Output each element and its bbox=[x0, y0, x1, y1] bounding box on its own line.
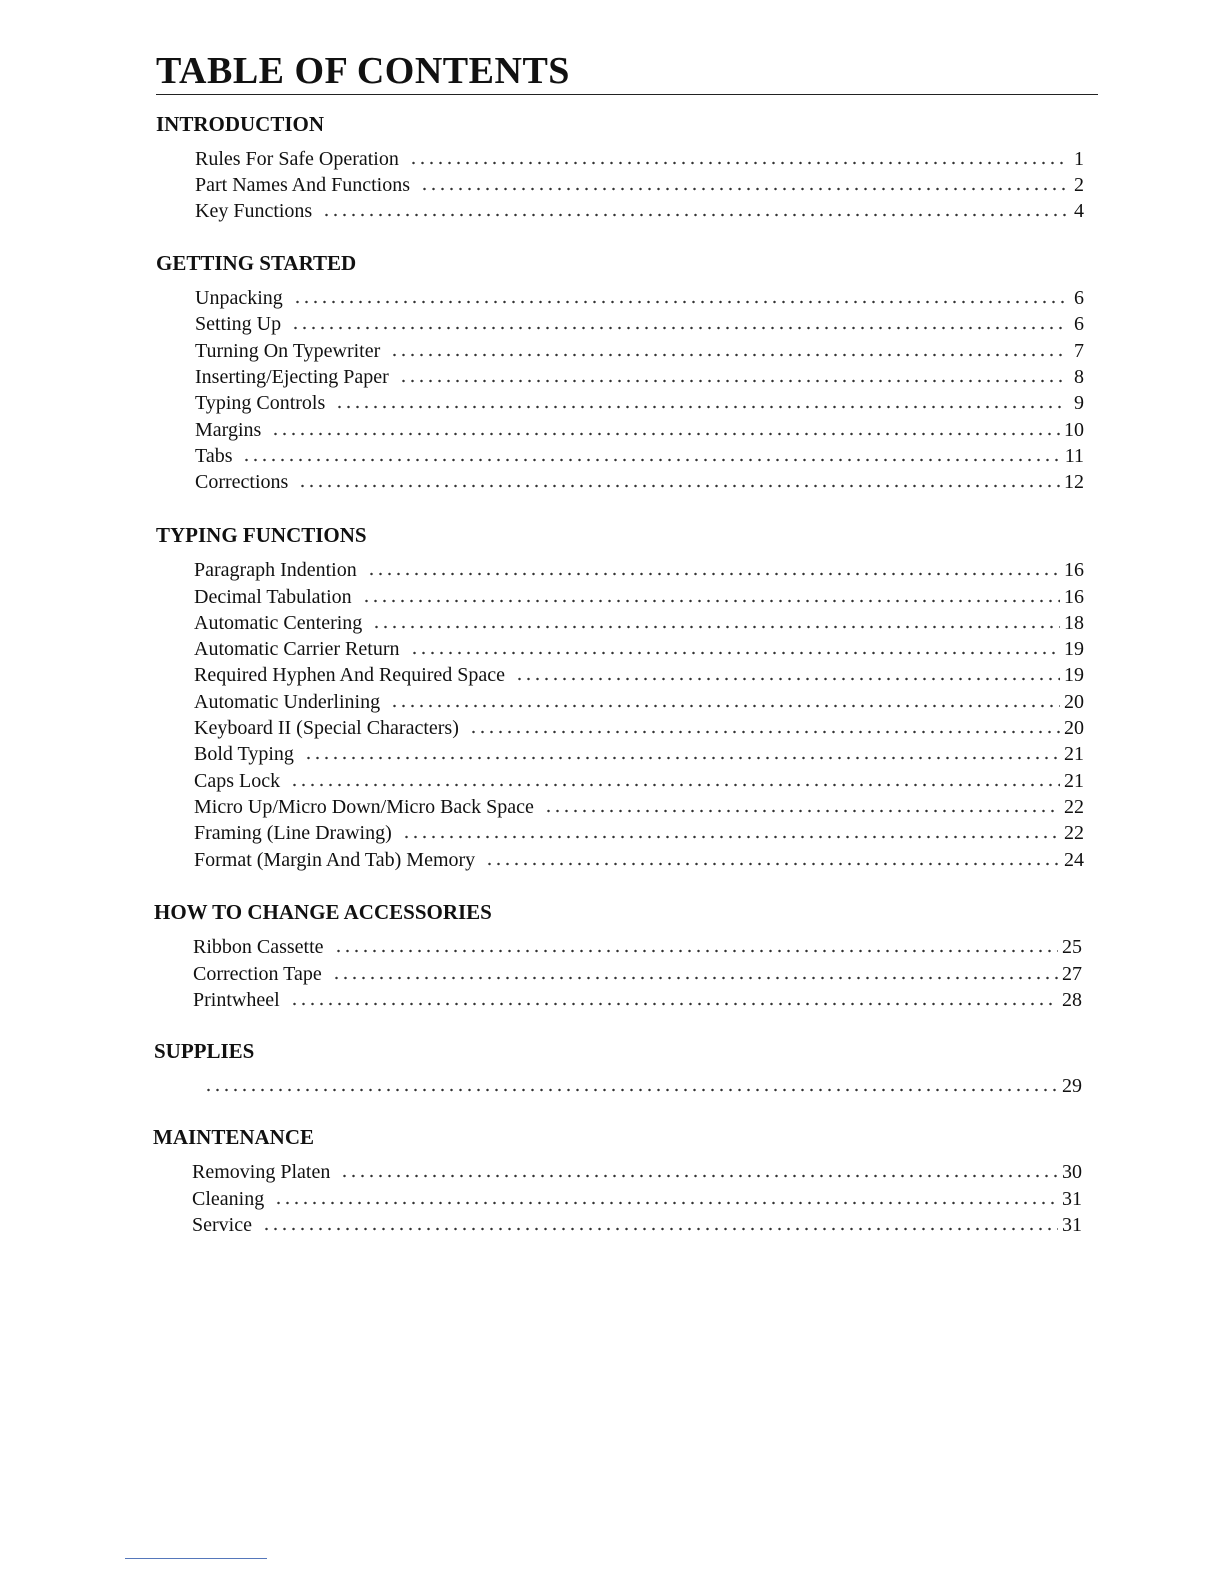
toc-entry[interactable] bbox=[195, 364, 1084, 390]
dot-leader bbox=[420, 186, 1066, 192]
toc-entry-label: Margins bbox=[195, 419, 262, 441]
toc-entry-label: Automatic Centering bbox=[194, 612, 363, 634]
section-heading: TYPING FUNCTIONS bbox=[156, 523, 367, 547]
toc-entry-page-number: 2 bbox=[1074, 174, 1084, 196]
toc-entry[interactable] bbox=[193, 987, 1082, 1013]
dot-leader bbox=[410, 650, 1061, 656]
dot-leader bbox=[290, 1001, 1058, 1007]
toc-entry[interactable] bbox=[194, 662, 1084, 688]
toc-entry-page-number: 1 bbox=[1074, 148, 1084, 170]
section-heading: INTRODUCTION bbox=[156, 112, 325, 136]
toc-entry[interactable] bbox=[195, 443, 1084, 469]
toc-entry[interactable] bbox=[194, 794, 1084, 820]
toc-entry-label: Key Functions bbox=[195, 200, 313, 222]
toc-entry-page-number: 6 bbox=[1074, 313, 1084, 335]
toc-entry[interactable] bbox=[194, 689, 1084, 715]
toc-entry-page-number: 4 bbox=[1074, 200, 1084, 222]
dot-leader bbox=[291, 325, 1066, 331]
toc-entry-label: Keyboard II (Special Characters) bbox=[194, 717, 459, 739]
dot-leader bbox=[334, 948, 1058, 954]
toc-entry[interactable] bbox=[193, 961, 1082, 987]
dot-leader bbox=[298, 483, 1060, 489]
toc-entry-label: Caps Lock bbox=[194, 770, 281, 792]
dot-leader bbox=[390, 703, 1060, 709]
toc-entry[interactable] bbox=[195, 172, 1084, 198]
dot-leader bbox=[204, 1087, 1058, 1093]
toc-entry-page-number: 11 bbox=[1064, 445, 1084, 467]
toc-entry-label: Typing Controls bbox=[195, 392, 326, 414]
toc-entry-page-number: 12 bbox=[1064, 471, 1084, 493]
toc-entry[interactable] bbox=[192, 1186, 1082, 1212]
toc-entry[interactable] bbox=[193, 934, 1082, 960]
toc-entry[interactable] bbox=[195, 285, 1084, 311]
toc-entry[interactable] bbox=[195, 146, 1084, 172]
dot-leader bbox=[271, 431, 1060, 437]
toc-entry-label: Micro Up/Micro Down/Micro Back Space bbox=[194, 796, 534, 818]
title-rule bbox=[156, 94, 1098, 95]
toc-entry-page-number: 25 bbox=[1062, 936, 1082, 958]
toc-entry-label: Inserting/Ejecting Paper bbox=[195, 366, 389, 388]
toc-entry-page-number: 10 bbox=[1064, 419, 1084, 441]
dot-leader bbox=[485, 861, 1060, 867]
toc-entry[interactable] bbox=[195, 469, 1084, 495]
toc-entry-page-number: 6 bbox=[1074, 287, 1084, 309]
toc-entry-page-number: 9 bbox=[1074, 392, 1084, 414]
section-heading: GETTING STARTED bbox=[156, 251, 357, 275]
dot-leader bbox=[544, 808, 1060, 814]
toc-entry-label: Required Hyphen And Required Space bbox=[194, 664, 506, 686]
page-title: TABLE OF CONTENTS bbox=[156, 50, 570, 92]
toc-entry-label: Unpacking bbox=[195, 287, 283, 309]
toc-entry-label: Service bbox=[192, 1214, 252, 1236]
toc-entry-label: Setting Up bbox=[195, 313, 282, 335]
toc-entry[interactable] bbox=[194, 557, 1084, 583]
toc-entry-label: Corrections bbox=[195, 471, 289, 493]
dot-leader bbox=[362, 598, 1060, 604]
toc-entry[interactable] bbox=[194, 715, 1084, 741]
toc-entry-label: Format (Margin And Tab) Memory bbox=[194, 849, 476, 871]
toc-entry-page-number: 22 bbox=[1064, 822, 1084, 844]
dot-leader bbox=[367, 571, 1060, 577]
toc-entry-page-number: 19 bbox=[1064, 664, 1084, 686]
toc-entry[interactable] bbox=[194, 768, 1084, 794]
toc-entry-label: Correction Tape bbox=[193, 963, 322, 985]
toc-entry-page-number: 22 bbox=[1064, 796, 1084, 818]
toc-entry-label: Cleaning bbox=[192, 1188, 265, 1210]
toc-entry-page-number: 21 bbox=[1064, 770, 1084, 792]
toc-entry-label: Bold Typing bbox=[194, 743, 294, 765]
toc-entry[interactable] bbox=[194, 610, 1084, 636]
toc-entry-page-number: 20 bbox=[1064, 691, 1084, 713]
toc-entry-label: Framing (Line Drawing) bbox=[194, 822, 392, 844]
dot-leader bbox=[290, 782, 1060, 788]
dot-leader bbox=[402, 834, 1060, 840]
dot-leader bbox=[469, 729, 1060, 735]
dot-leader bbox=[322, 212, 1066, 218]
toc-entry[interactable] bbox=[192, 1212, 1082, 1238]
toc-entry-page-number: 16 bbox=[1064, 586, 1084, 608]
toc-entry-page-number: 24 bbox=[1064, 849, 1084, 871]
toc-entry-page-number: 28 bbox=[1062, 989, 1082, 1011]
toc-entry-page-number: 31 bbox=[1062, 1214, 1082, 1236]
toc-entry[interactable] bbox=[194, 636, 1084, 662]
toc-entry-label: Printwheel bbox=[193, 989, 280, 1011]
toc-entry-label: Tabs bbox=[195, 445, 233, 467]
dot-leader bbox=[409, 160, 1066, 166]
toc-entry[interactable] bbox=[195, 417, 1084, 443]
toc-entry[interactable] bbox=[194, 847, 1084, 873]
toc-entry-page-number: 27 bbox=[1062, 963, 1082, 985]
dot-leader bbox=[335, 404, 1066, 410]
dot-leader bbox=[399, 378, 1066, 384]
toc-entry-label: Removing Platen bbox=[192, 1161, 331, 1183]
toc-entry-label: Turning On Typewriter bbox=[195, 340, 381, 362]
toc-entry-page-number: 19 bbox=[1064, 638, 1084, 660]
dot-leader bbox=[332, 975, 1058, 981]
dot-leader bbox=[242, 457, 1060, 463]
toc-entry-page-number: 8 bbox=[1074, 366, 1084, 388]
toc-entry-label: Rules For Safe Operation bbox=[195, 148, 399, 170]
toc-entry[interactable] bbox=[195, 311, 1084, 337]
toc-entry[interactable] bbox=[195, 198, 1084, 224]
toc-entry-label: Part Names And Functions bbox=[195, 174, 410, 196]
toc-entry-label: Automatic Carrier Return bbox=[194, 638, 400, 660]
toc-entry-label: Decimal Tabulation bbox=[194, 586, 352, 608]
dot-leader bbox=[293, 299, 1066, 305]
toc-entry[interactable] bbox=[194, 820, 1084, 846]
toc-entry-page-number: 16 bbox=[1064, 559, 1084, 581]
toc-entry[interactable] bbox=[192, 1159, 1082, 1185]
toc-entry[interactable] bbox=[195, 338, 1084, 364]
section-heading: HOW TO CHANGE ACCESSORIES bbox=[154, 900, 492, 924]
section-heading: MAINTENANCE bbox=[153, 1125, 315, 1149]
toc-entry-page-number: 29 bbox=[1062, 1075, 1082, 1097]
toc-entry-label: Automatic Underlining bbox=[194, 691, 381, 713]
toc-entry[interactable] bbox=[194, 584, 1084, 610]
toc-entry-page-number: 20 bbox=[1064, 717, 1084, 739]
toc-entry-page-number: 7 bbox=[1074, 340, 1084, 362]
footer-line bbox=[125, 1558, 267, 1559]
dot-leader bbox=[304, 755, 1060, 761]
toc-entry[interactable] bbox=[204, 1073, 1082, 1099]
toc-entry[interactable] bbox=[195, 390, 1084, 416]
toc-entry-label: Paragraph Indention bbox=[194, 559, 357, 581]
dot-leader bbox=[262, 1226, 1058, 1232]
toc-entry-page-number: 31 bbox=[1062, 1188, 1082, 1210]
toc-entry-page-number: 30 bbox=[1062, 1161, 1082, 1183]
toc-entry-page-number: 21 bbox=[1064, 743, 1084, 765]
section-heading: SUPPLIES bbox=[154, 1039, 255, 1063]
dot-leader bbox=[372, 624, 1060, 630]
dot-leader bbox=[515, 676, 1060, 682]
dot-leader bbox=[274, 1200, 1058, 1206]
dot-leader bbox=[340, 1173, 1058, 1179]
toc-entry-page-number: 18 bbox=[1064, 612, 1084, 634]
toc-entry-label: Ribbon Cassette bbox=[193, 936, 324, 958]
dot-leader bbox=[390, 352, 1066, 358]
toc-entry[interactable] bbox=[194, 741, 1084, 767]
